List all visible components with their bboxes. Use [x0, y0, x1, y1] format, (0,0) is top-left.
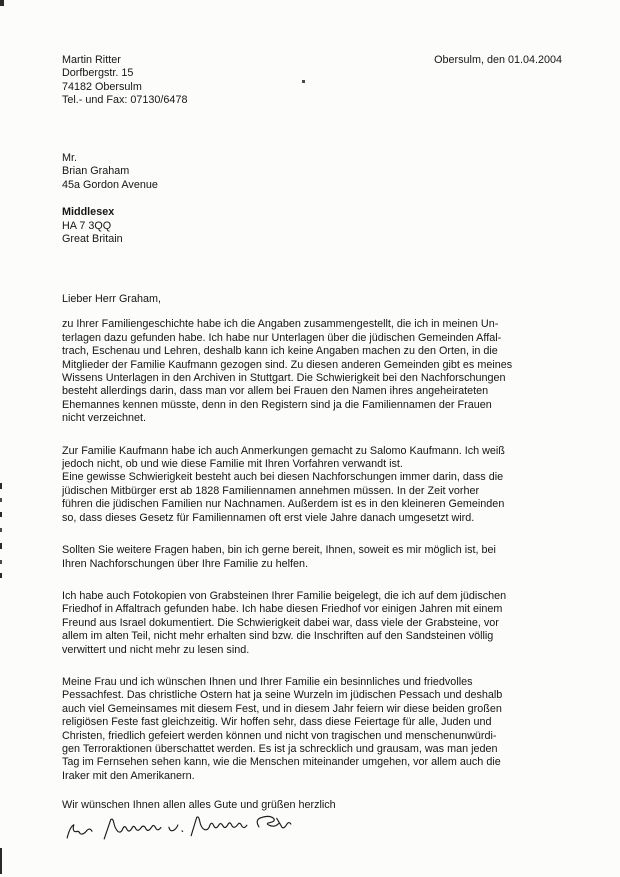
recipient-line: 45a Gordon Avenue [62, 178, 158, 191]
body-line: Freund aus Israel dokumentiert. Die Schwierigkeit dabei war, dass viele der Grabsteine, vor [62, 616, 499, 629]
sender-line: Tel.- und Fax: 07130/6478 [62, 94, 188, 107]
salutation: Lieber Herr Graham, [62, 293, 162, 305]
body-line: Ihren Nachforschungen über Ihre Familie zu helfen. [62, 557, 309, 570]
recipient-line: HA 7 3QQ [62, 219, 112, 232]
body-line: allem im alten Teil, nicht mehr erhalten sind bzw. die Inschriften auf den Sandsteinen völlig [62, 630, 494, 643]
scan-artifact [0, 528, 2, 532]
body-line: jedoch nicht, ob und wie diese Familie mit Ihren Vorfahren verwandt ist. [62, 458, 403, 471]
body-paragraph [62, 590, 570, 657]
body-line: Ehemannes kennen müsste, denn in den Registern sind ja die Familiennamen der Frauen [62, 398, 492, 411]
recipient-line: Middlesex [62, 206, 115, 219]
body-line: Tag im Fernsehen sehen kann, wie die Menschen miteinander umgehen, vor allem auch die [62, 756, 501, 769]
scan-artifact [0, 0, 4, 6]
scan-artifact [302, 80, 305, 83]
recipient-line [62, 192, 158, 206]
body-line: terlagen dazu gefunden habe. Ich habe nur Unterlagen über die jüdischen Gemeinden Affal- [62, 331, 502, 344]
body-line: gen Terroraktionen überschattet werden. Es ist ja schrecklich und grausam, was man jeden [62, 742, 498, 755]
body-paragraph [62, 544, 570, 571]
body-paragraph [62, 318, 570, 425]
recipient-line: Mr. [62, 152, 77, 164]
body-paragraph [62, 676, 570, 783]
sender-line: Dorfbergstr. 15 [62, 67, 134, 80]
scan-artifact [0, 848, 2, 874]
scan-artifact [0, 573, 2, 578]
body-line: zu Ihrer Familiengeschichte habe ich die Angaben zusammengestellt, die ich in meinen Un- [62, 318, 499, 331]
body-line: jüdischen Mitbürger erst ab 1828 Familiennamen annehmen müssen. In der Zeit vorher [62, 484, 480, 497]
body-line: Meine Frau und ich wünschen Ihnen und Ihrer Familie ein besinnliches und friedvolles [62, 675, 473, 688]
body-line: religiösen Feste fast gleichzeitig. Wir hoffen sehr, dass diese Feiertage für alle, Juden und [62, 716, 492, 729]
recipient-line: Brian Graham [62, 165, 130, 178]
scan-artifact [0, 543, 2, 549]
scan-artifact [0, 560, 2, 564]
body-line: nicht verzeichnet. [62, 412, 147, 425]
body-line: Sollten Sie weitere Fragen haben, bin ich gerne bereit, Ihnen, soweit es mir möglich ist, bei [62, 544, 496, 557]
closing-line: Wir wünschen Ihnen allen alles Gute und grüßen herzlich [62, 799, 336, 811]
body-line: besteht allerdings darin, dass man vor allem bei Frauen den Namen ihres angeheirateten [62, 385, 489, 398]
sender-address-block [62, 54, 187, 108]
body-line: Pessachfest. Das christliche Ostern hat ja seine Wurzeln im jüdischen Pessach und deshalb [62, 689, 503, 702]
sender-line: 74182 Obersulm [62, 80, 142, 93]
letter-date: Obersulm, den 01.04.2004 [434, 54, 562, 66]
body-line: Iraker mit den Amerikanern. [62, 769, 195, 782]
scan-artifact [0, 512, 2, 517]
sender-line: Martin Ritter [62, 54, 121, 66]
scan-artifact [0, 483, 2, 489]
body-line: Eine gewisse Schwierigkeit besteht auch bei diesen Nachforschungen immer darin, dass die [62, 471, 504, 484]
body-line: führen die jüdischen Familien nur Nachnamen. Außerdem ist es in den kleineren Gemeinden [62, 498, 505, 511]
body-line: auch viel Gemeinsames mit diesem Fest, und in diesem Jahr feiern wir diese beiden großen [62, 702, 502, 715]
signature-ink-strokes [63, 810, 294, 846]
body-line: Ich habe auch Fotokopien von Grabsteinen Ihrer Familie beigelegt, die ich auf dem jüdischen [62, 589, 507, 602]
handwritten-signature [63, 810, 294, 850]
body-line: verwittert und nicht mehr zu lesen sind. [62, 643, 250, 656]
body-line: Wissens Unterlagen in den Archiven in Stuttgart. Die Schwierigkeit bei den Nachforschungen [62, 372, 506, 385]
paragraphs-container [62, 318, 570, 783]
recipient-line: Great Britain [62, 233, 123, 246]
body-line: Mitglieder der Familie Kaufmann gezogen sind. Zu diesen anderen Gemeinden gibt es meines [62, 358, 513, 371]
letter-body [62, 293, 570, 802]
body-line: Friedhof in Affaltrach gefunden habe. Ich habe diesen Friedhof vor einigen Jahren mit einem [62, 603, 503, 616]
body-line: so, dass dieses Gesetz für Familiennamen oft erst viele Jahre danach umgesetzt wird. [62, 511, 475, 524]
body-line: Zur Familie Kaufmann habe ich auch Anmerkungen gemacht zu Salomo Kaufmann. Ich weiß [62, 444, 505, 457]
body-line: trach, Eschenau und Lehren, deshalb kann ich keine Angaben machen zu den Orten, in die [62, 345, 498, 358]
recipient-address-block [62, 152, 158, 246]
body-line: Christen, friedlich gefeiert werden können und nicht von tragischen und menschenunwürdi- [62, 729, 497, 742]
body-paragraph [62, 445, 570, 525]
scan-artifact [0, 498, 2, 502]
